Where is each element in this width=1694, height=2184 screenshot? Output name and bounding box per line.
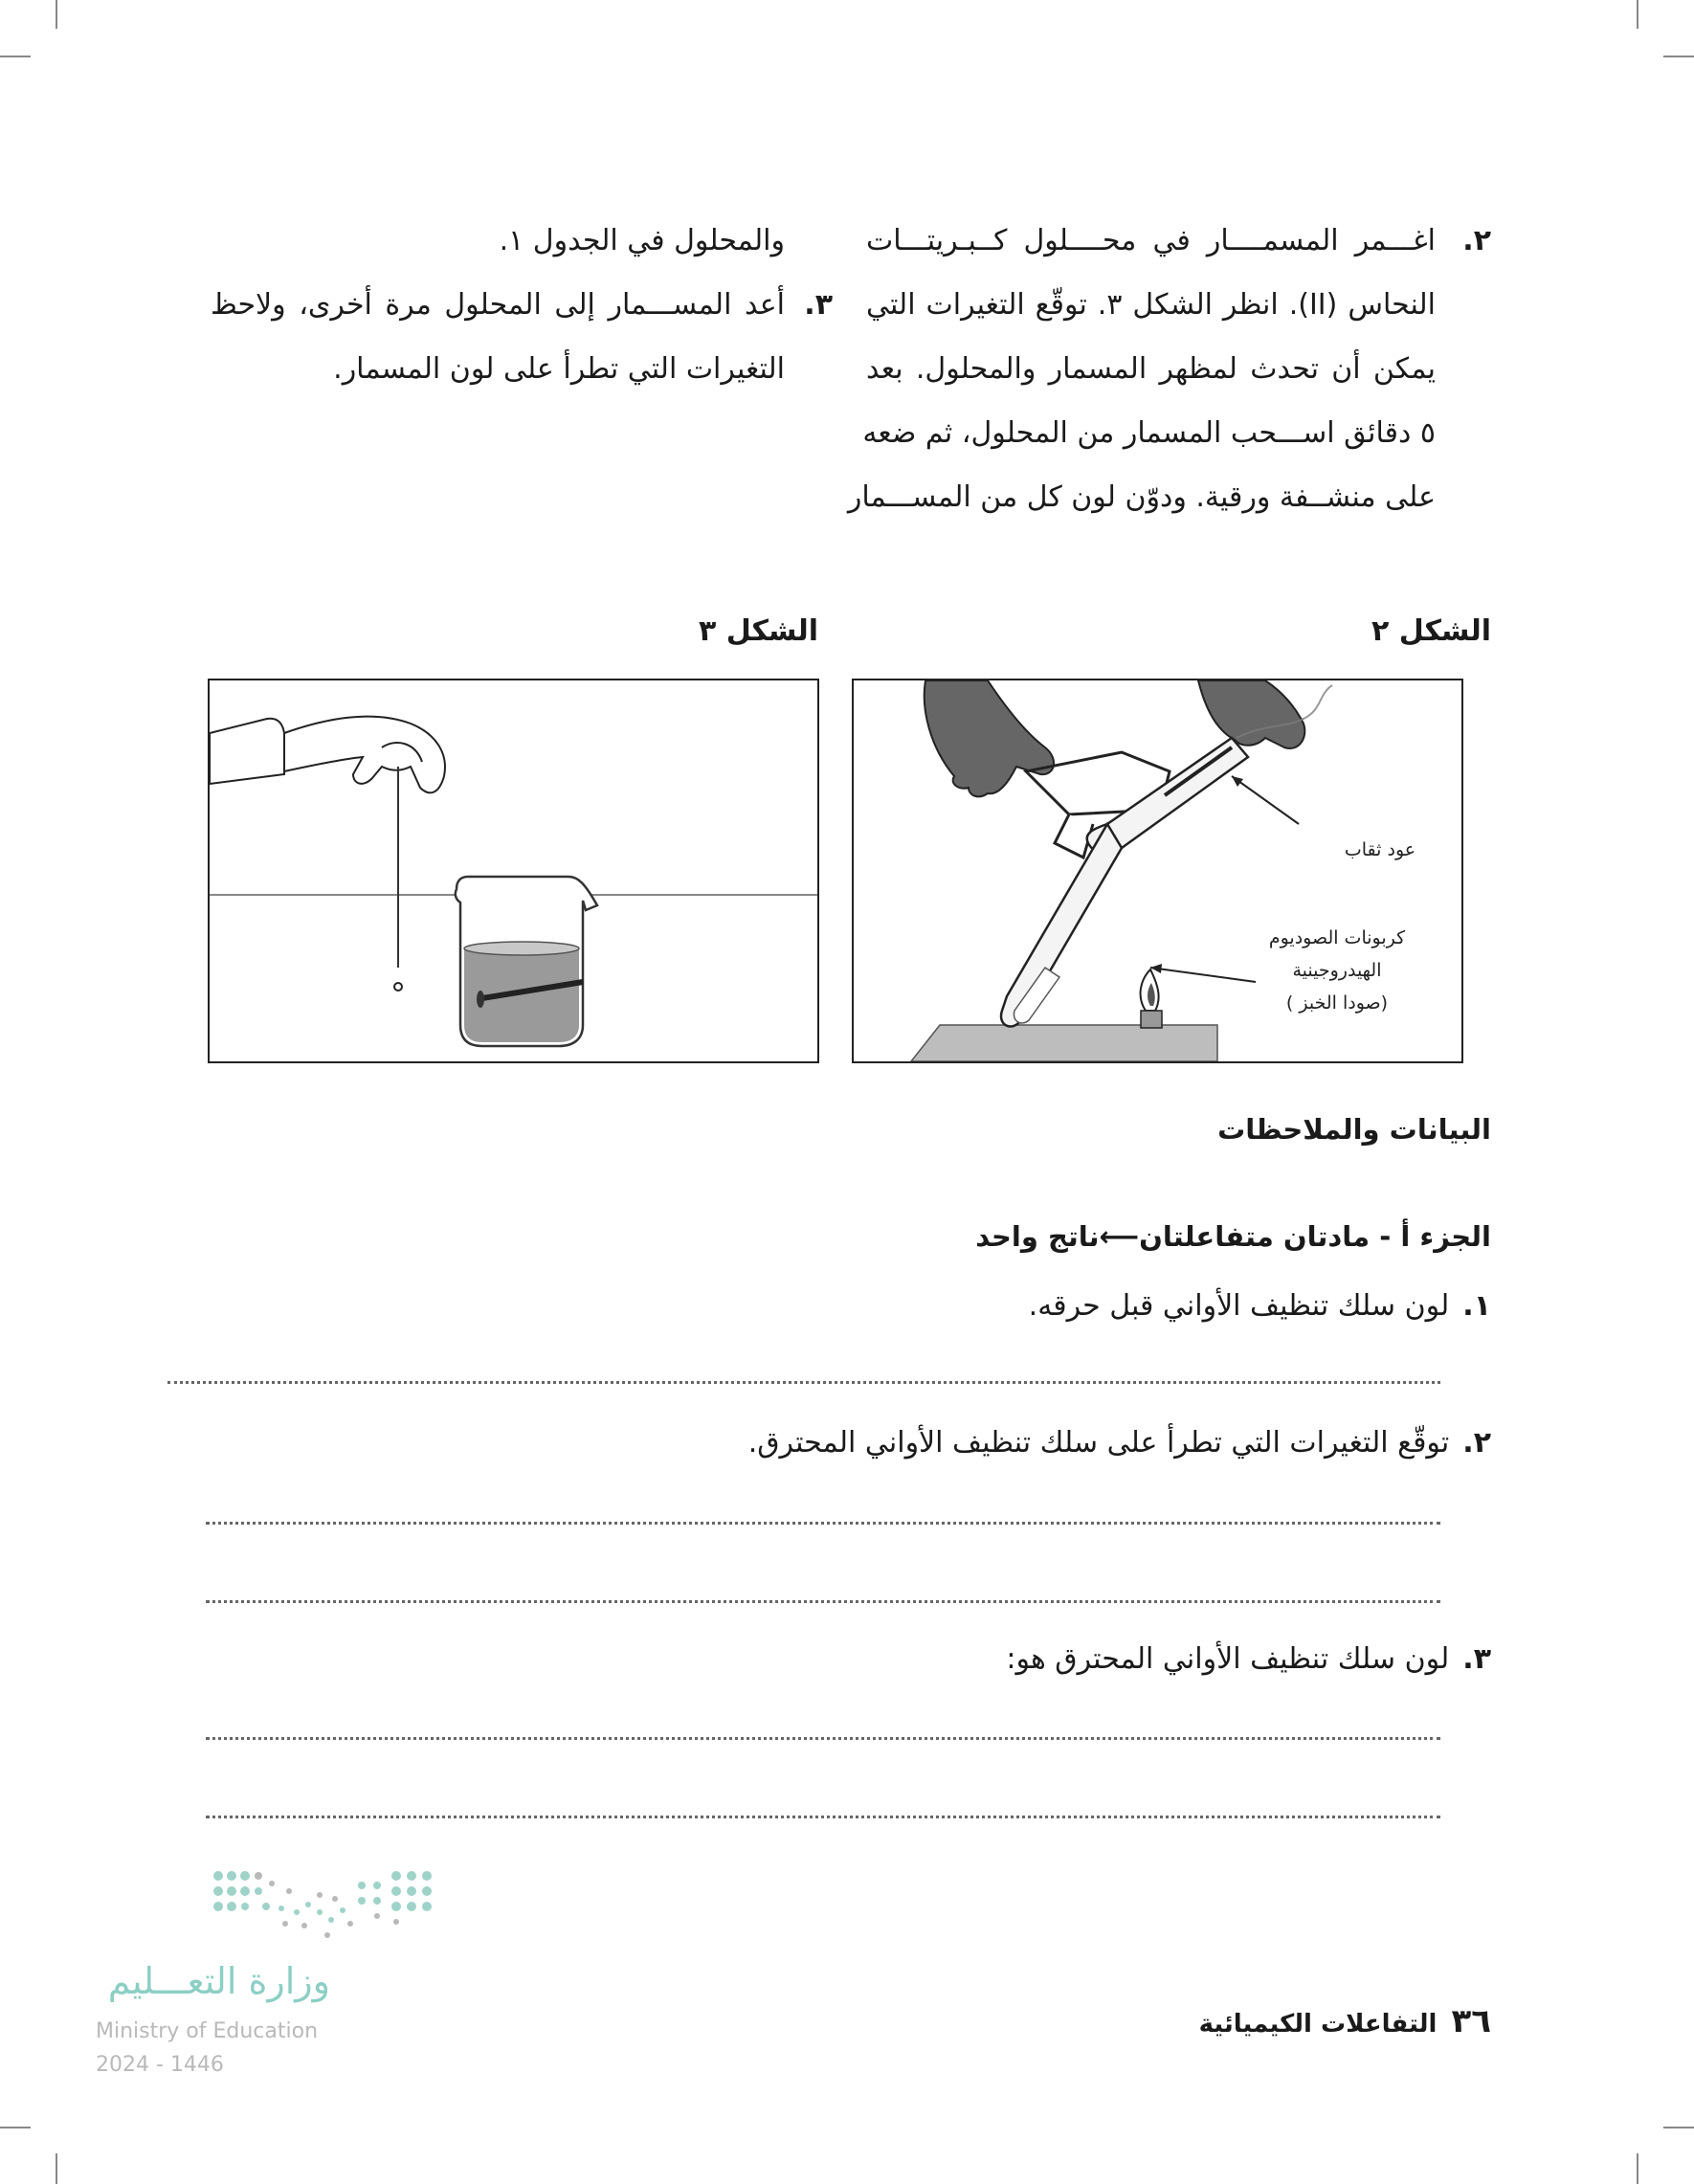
callout-line: كربونات الصوديوم: [1268, 927, 1406, 948]
question-number: ١.: [1462, 1289, 1491, 1323]
procedure-step-2-continuation: [211, 209, 785, 273]
beaker-illustration: [210, 680, 817, 1061]
page-number: ٣٦: [1451, 2002, 1491, 2040]
answer-line[interactable]: [206, 1600, 1440, 1603]
step-2-line: اغـــمر المسمــــار في محــــلول كــبـريتـــات: [866, 224, 1436, 257]
step-2-line: والمحلول في الجدول ١.: [499, 224, 785, 257]
step-2-line: على منشــفة ورقية. ودوّن لون كل من المســـمار: [847, 480, 1436, 514]
answer-line[interactable]: [206, 1522, 1440, 1525]
step-3-line: التغيرات التي تطرأ على لون المسمار.: [333, 352, 785, 386]
step-3-line: أعد المســـمار إلى المحلول مرة أخرى، ولاحظ: [211, 288, 785, 322]
question-text: توقّع التغيرات التي تطرأ على سلك تنظيف الأواني المحترق.: [747, 1426, 1450, 1460]
callout-line: ( صودا الخبز): [1285, 992, 1389, 1014]
page-footer: [1053, 2002, 1491, 2040]
figure-3-image: [208, 679, 819, 1063]
question-text: لون سلك تنظيف الأواني المحترق هو:: [1006, 1642, 1450, 1676]
step-number: ٣.: [804, 288, 833, 322]
callout-line: الهيدروجينية: [1292, 960, 1382, 981]
callout-match: عود ثقاب: [1344, 839, 1416, 860]
question-1: [670, 1289, 1491, 1323]
step-2-line: ٥ دقائق اســـحب المسمار من المحلول، ثم ضعه: [862, 416, 1436, 450]
chapter-title: التفاعلات الكيميائية: [1198, 2010, 1438, 2039]
crop-mark: [1637, 0, 1638, 29]
step-number: ٢.: [1462, 224, 1491, 257]
answer-line[interactable]: [206, 1816, 1440, 1818]
answer-line[interactable]: [206, 1737, 1440, 1740]
crop-mark: [1663, 2127, 1694, 2128]
part-a-title: الجزء أ - مادتان متفاعلتان⟵ناتج واحد: [975, 1220, 1491, 1253]
crop-mark: [0, 2127, 31, 2128]
edition-year: 2024 - 1446: [96, 2053, 224, 2077]
ministry-name-en: Ministry of Education: [96, 2019, 319, 2043]
crop-mark: [0, 56, 31, 57]
question-2: [479, 1426, 1491, 1460]
procedure-step-2: [847, 209, 1491, 529]
figure-2-image: [852, 679, 1463, 1063]
section-title: البيانات والملاحظات: [1217, 1113, 1491, 1146]
ministry-name-ar: وزارة التعـــليم: [107, 1960, 330, 2002]
step-2-line: يمكن أن تحدث لمظهر المسمار والمحلول. بعد: [866, 352, 1436, 386]
callout-baking-soda: [1241, 922, 1433, 1019]
question-3: [670, 1642, 1491, 1676]
step-2-line: النحاس (II). انظر الشكل ٣. توقّع التغيرات التي: [866, 288, 1436, 322]
ministry-logo-icon: [209, 1866, 448, 1943]
figure-3-label: الشكل ٣: [698, 614, 818, 648]
crop-mark: [56, 2153, 57, 2184]
question-number: ٣.: [1462, 1642, 1491, 1676]
answer-line[interactable]: [167, 1381, 1440, 1384]
figure-2-label: الشكل ٢: [1371, 614, 1491, 648]
crop-mark: [56, 0, 57, 29]
crop-mark: [1663, 56, 1694, 57]
question-number: ٢.: [1462, 1426, 1491, 1460]
crop-mark: [1637, 2153, 1638, 2184]
question-text: لون سلك تنظيف الأواني قبل حرقه.: [1028, 1289, 1450, 1323]
procedure-step-3: [211, 273, 833, 401]
